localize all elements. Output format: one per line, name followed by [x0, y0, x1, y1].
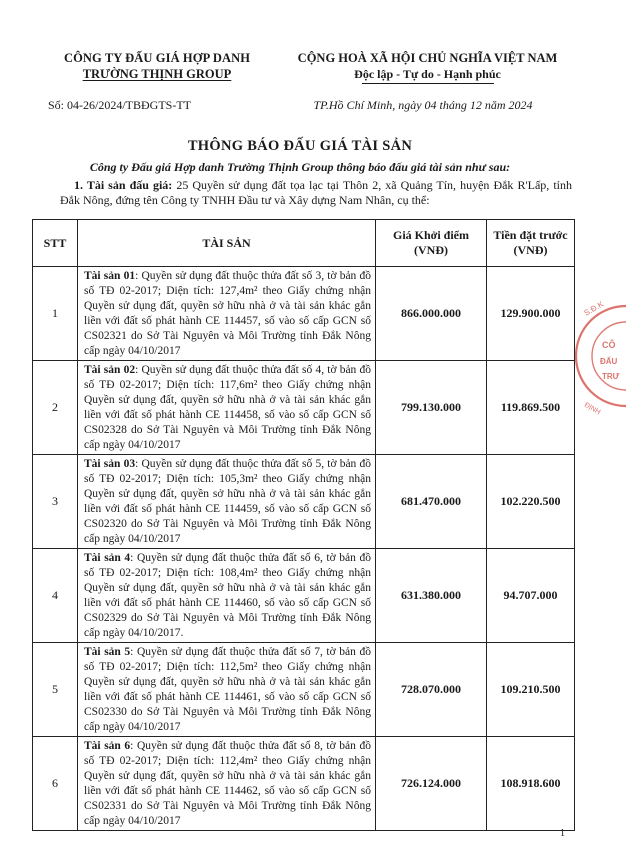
row-deposit: 102.220.500 — [487, 455, 575, 549]
table-row — [33, 267, 575, 361]
row-start-price: 631.380.000 — [376, 549, 487, 643]
asset-table — [32, 219, 575, 831]
row-start-price: 799.130.000 — [376, 361, 487, 455]
row-stt: 3 — [33, 455, 78, 549]
table-row — [33, 737, 575, 831]
page-number: 1 — [560, 828, 565, 839]
company-name-line1: CÔNG TY ĐẤU GIÁ HỢP DANH — [63, 51, 251, 65]
section-1-text: 25 Quyền sử dụng đất tọa lạc tại Thôn 2, xã Quảng Tín, huyện Đắk R'Lấp, tỉnh Đắk Nông, đứng tên Công ty TNHH Đầu tư và Xây dựng Nam Nhân, cụ thể: — [60, 178, 572, 207]
section-1-label: 1. Tài sản đấu giá: — [74, 178, 173, 192]
document-date: TP.Hồ Chí Minh, ngày 04 tháng 12 năm 2024 — [313, 98, 533, 112]
row-description — [78, 267, 376, 361]
section-1-paragraph — [60, 178, 572, 208]
header-stt: STT — [33, 220, 78, 267]
row-description — [78, 643, 376, 737]
row-start-price: 728.070.000 — [376, 643, 487, 737]
row-asset-text: : Quyền sử dụng đất thuộc thửa đất số 6, tờ bản đồ số TĐ 02-2017; Diện tích: 108,4m² theo Giấy chứng nhận Quyền sử dụng đất, quyền sở hữu nhà ở và tài sản khác gắn liền với đất số phát hành CE 114460, số vào số cấp GCN số CS02329 do Sở Tài Nguyên và Môi Trường tỉnh Đắk Nông cấp ngày 04/10/2017. — [84, 552, 371, 639]
header-start-price: Giá Khởi điểm (VNĐ) — [376, 220, 487, 267]
seal-fragment-5: ĐỊNH — [583, 401, 602, 417]
row-stt: 1 — [33, 267, 78, 361]
table-header-row — [33, 220, 575, 267]
seal-fragment-3: ĐẤU — [600, 357, 618, 366]
row-asset-text: : Quyền sử dụng đất thuộc thửa đất số 7, tờ bản đồ số TĐ 02-2017; Diện tích: 112,5m² theo Giấy chứng nhận Quyền sử dụng đất, quyền sở hữu nhà ở và tài sản khác gắn liền với đất số phát hành CE 114461, số vào số cấp GCN số CS02330 do Sở Tài Nguyên và Môi Trường tỉnh Đắk Nông cấp ngày 04/10/2017 — [84, 646, 371, 733]
row-start-price: 681.470.000 — [376, 455, 487, 549]
document-number: Số: 04-26/2024/TBĐGTS-TT — [48, 98, 191, 112]
row-stt: 5 — [33, 643, 78, 737]
national-title: CỘNG HOÀ XÃ HỘI CHỦ NGHĨA VIỆT NAM — [297, 51, 558, 65]
row-deposit: 94.707.000 — [487, 549, 575, 643]
row-asset-label: Tài sản 5 — [84, 646, 131, 658]
row-deposit: 119.869.500 — [487, 361, 575, 455]
row-asset-label: Tài sản 4 — [84, 552, 131, 564]
row-asset-text: : Quyền sử dụng đất thuộc thửa đất số 5, tờ bản đồ số TĐ 02-2017; Diện tích: 105,3m² theo Giấy chứng nhận Quyền sử dụng đất, quyền sở hữu nhà ở và tài sản khác gắn liền với đất số phát hành CE 114459, số vào số cấp GCN số CS02320 do Sở Tài Nguyên và Môi Trường tỉnh Đắk Nông cấp ngày 04/10/2017 — [84, 458, 371, 545]
row-asset-text: : Quyền sử dụng đất thuộc thửa đất số 3, tờ bản đồ số TĐ 02-2017; Diện tích: 127,4m² theo Giấy chứng nhận Quyền sử dụng đất, quyền sở hữu nhà ở và tài sản khác gắn liền với đất số phát hành CE 114457, số vào số cấp GCN số CS02321 do Sở Tài Nguyên và Môi Trường tỉnh Đắk Nông cấp ngày 04/10/2017 — [84, 270, 371, 357]
table-row — [33, 643, 575, 737]
row-deposit: 109.210.500 — [487, 643, 575, 737]
seal-fragment-1: S.Đ.K — [582, 299, 606, 318]
national-motto: Độc lập - Tự do - Hạnh phúc — [354, 67, 501, 81]
row-deposit: 129.900.000 — [487, 267, 575, 361]
row-asset-label: Tài sản 03 — [84, 458, 136, 470]
row-deposit: 108.918.600 — [487, 737, 575, 831]
intro-line: Công ty Đấu giá Hợp danh Trường Thịnh Group thông báo đấu giá tài sản như sau: — [89, 160, 511, 174]
row-description — [78, 455, 376, 549]
row-description — [78, 737, 376, 831]
row-asset-text: : Quyền sử dụng đất thuộc thửa đất số 4, tờ bản đồ số TĐ 02-2017; Diện tích: 117,6m² theo Giấy chứng nhận Quyền sử dụng đất, quyền sở hữu nhà ở và tài sản khác gắn liền với đất số phát hành CE 114458, số vào số cấp GCN số CS02328 do Sở Tài Nguyên và Môi Trường tỉnh Đắk Nông cấp ngày 04/10/2017 — [84, 364, 371, 451]
company-header — [42, 50, 272, 82]
row-description — [78, 549, 376, 643]
header-deposit: Tiền đặt trước (VNĐ) — [487, 220, 575, 267]
row-asset-label: Tài sản 02 — [84, 364, 136, 376]
row-description — [78, 361, 376, 455]
row-asset-label: Tài sản 6 — [84, 740, 131, 752]
row-stt: 6 — [33, 737, 78, 831]
row-start-price: 866.000.000 — [376, 267, 487, 361]
row-asset-label: Tài sản 01 — [84, 270, 136, 282]
seal-fragment-2: CÔ — [602, 340, 616, 350]
row-start-price: 726.124.000 — [376, 737, 487, 831]
header-asset: TÀI SẢN — [78, 220, 376, 267]
table-row — [33, 549, 575, 643]
row-stt: 2 — [33, 361, 78, 455]
company-seal-stamp — [574, 286, 626, 426]
document-title: THÔNG BÁO ĐẤU GIÁ TÀI SẢN — [187, 138, 413, 154]
motto-underline — [362, 83, 494, 84]
table-row — [33, 361, 575, 455]
seal-outer-ring — [576, 306, 626, 406]
national-header — [290, 50, 565, 84]
seal-fragment-4: TRƯ — [602, 372, 620, 381]
company-name-line2: TRƯỜNG THỊNH GROUP — [82, 67, 232, 81]
table-row — [33, 455, 575, 549]
row-stt: 4 — [33, 549, 78, 643]
row-asset-text: : Quyền sử dụng đất thuộc thửa đất số 8, tờ bản đồ số TĐ 02-2017; Diện tích: 112,4m² theo Giấy chứng nhận Quyền sử dụng đất, quyền sở hữu nhà ở và tài sản khác gắn liền với đất số phát hành CE 114462, số vào số cấp GCN số CS02331 do Sở Tài Nguyên và Môi Trường tỉnh Đắk Nông cấp ngày 04/10/2017 — [84, 740, 371, 827]
